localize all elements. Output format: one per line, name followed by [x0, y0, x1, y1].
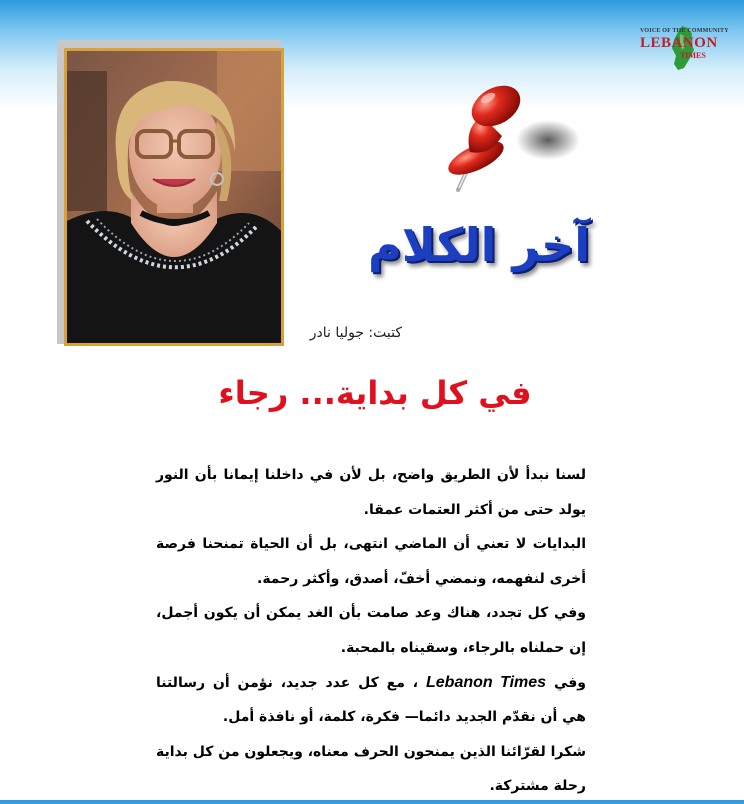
body-line: وفي كل تجدد، هناك وعد صامت بأن الغد يمكن أن يكون أجمل،: [156, 605, 586, 622]
article-body: [156, 458, 586, 804]
body-line: أخرى لنفهمه، ونمضي أخفّ، أصدق، وأكثر رحمة.: [257, 570, 586, 587]
logo-sub: TIMES: [680, 51, 706, 60]
body-line: يولد حتى من أكثر العتمات عمقا.: [363, 501, 586, 518]
body-line: شكرا لقرّائنا الذين يمنحون الحرف معناه، ويجعلون من كل بداية: [156, 743, 586, 760]
author-byline: كتبت: جوليا نادر: [309, 325, 402, 341]
body-line-lebanon-times: [156, 666, 586, 701]
publication-name: Lebanon Times: [426, 673, 547, 691]
body-text: ، مع كل عدد جديد، نؤمن أن رسالتنا: [156, 674, 426, 691]
body-line: لسنا نبدأ لأن الطريق واضح، بل لأن في داخلنا إيمانا بأن النور: [156, 467, 586, 483]
push-pin-icon: [430, 78, 580, 208]
logo-tagline: VOICE OF THE COMMUNITY: [640, 28, 729, 34]
body-line: إن حملناه بالرجاء، وسقيناه بالمحبة.: [340, 639, 586, 656]
column-heading: آخر الكلام: [368, 218, 590, 272]
body-line: هي أن نقدّم الجديد دائما— فكرة، كلمة، أو نافذة أمل.: [222, 709, 586, 726]
logo-name: LEBANON: [640, 35, 718, 51]
body-text: وفي: [546, 674, 586, 691]
lebanon-times-logo: [636, 22, 729, 74]
body-line: رحلة مشتركة.: [489, 778, 586, 795]
article-title: في كل بداية... رجاء: [218, 374, 532, 412]
author-photo: [64, 48, 284, 346]
body-line: البدايات لا تعني أن الماضي انتهى، بل أن الحياة تمنحنا فرصة: [156, 536, 586, 553]
